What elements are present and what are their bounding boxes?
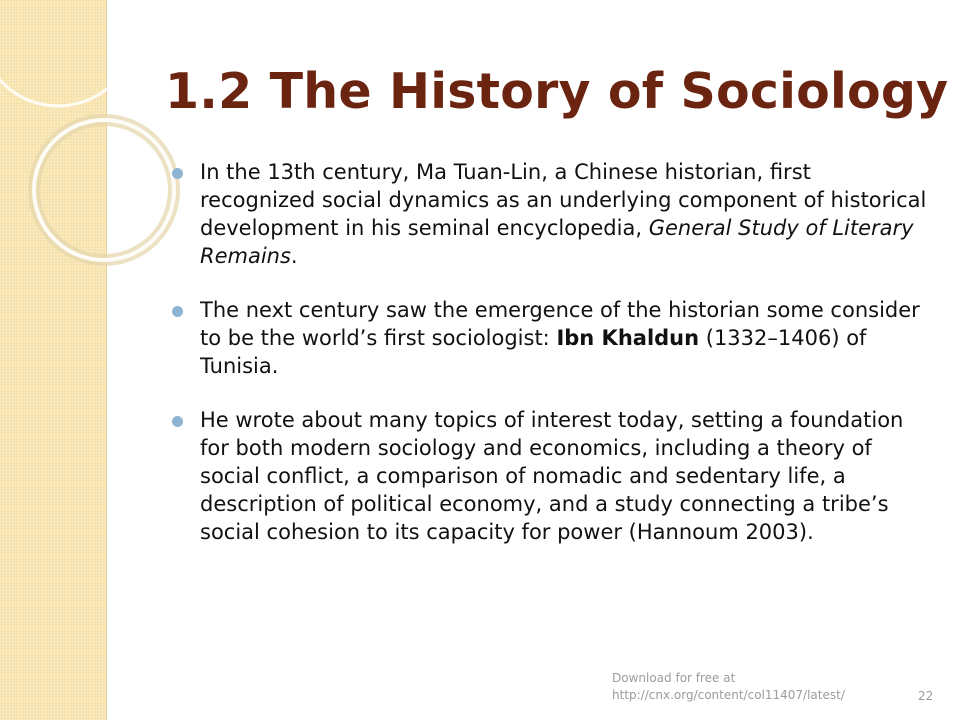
download-label: Download for free at (612, 671, 736, 685)
bullet-item-topics (160, 406, 930, 546)
bullet-3-text: He wrote about many topics of interest today, setting a foundation for both modern sociology and economics, including a theory of social conflict, a comparison of nomadic and sedentary life, a description of political economy, and a study connecting a tribe’s social cohesion to its capacity for power (Hannoum 2003). (200, 408, 904, 544)
download-url[interactable]: http://cnx.org/content/col11407/latest/ (612, 688, 845, 702)
bullet-1-italic-title: General Study of Literary Remains (200, 216, 914, 268)
bullet-item-ma-tuan-lin (160, 158, 930, 270)
bullet-item-ibn-khaldun (160, 296, 930, 380)
bullet-dot-icon (172, 168, 183, 179)
bullet-1-period: . (290, 244, 298, 268)
bullet-2-bold-name: Ibn Khaldun (556, 326, 700, 350)
decorative-ring-large (0, 0, 136, 106)
slide-title: 1.2 The History of Sociology (165, 63, 949, 120)
bullet-2-text: The next century saw the emergence of the historian some consider to be the world’s first sociologist: (200, 298, 920, 350)
bullet-list (160, 158, 930, 572)
bullet-1-text: In the 13th century, Ma Tuan-Lin, a Chinese historian, first recognized social dynamics as an underlying component of historical development in his seminal encyclopedia, (200, 160, 927, 240)
page-number: 22 (918, 689, 934, 703)
download-footer (612, 670, 892, 704)
bullet-dot-icon (172, 306, 183, 317)
bullet-2-text-after: (1332–1406) of Tunisia. (200, 326, 867, 378)
decorative-ring-small (34, 120, 174, 260)
bullet-dot-icon (172, 416, 183, 427)
